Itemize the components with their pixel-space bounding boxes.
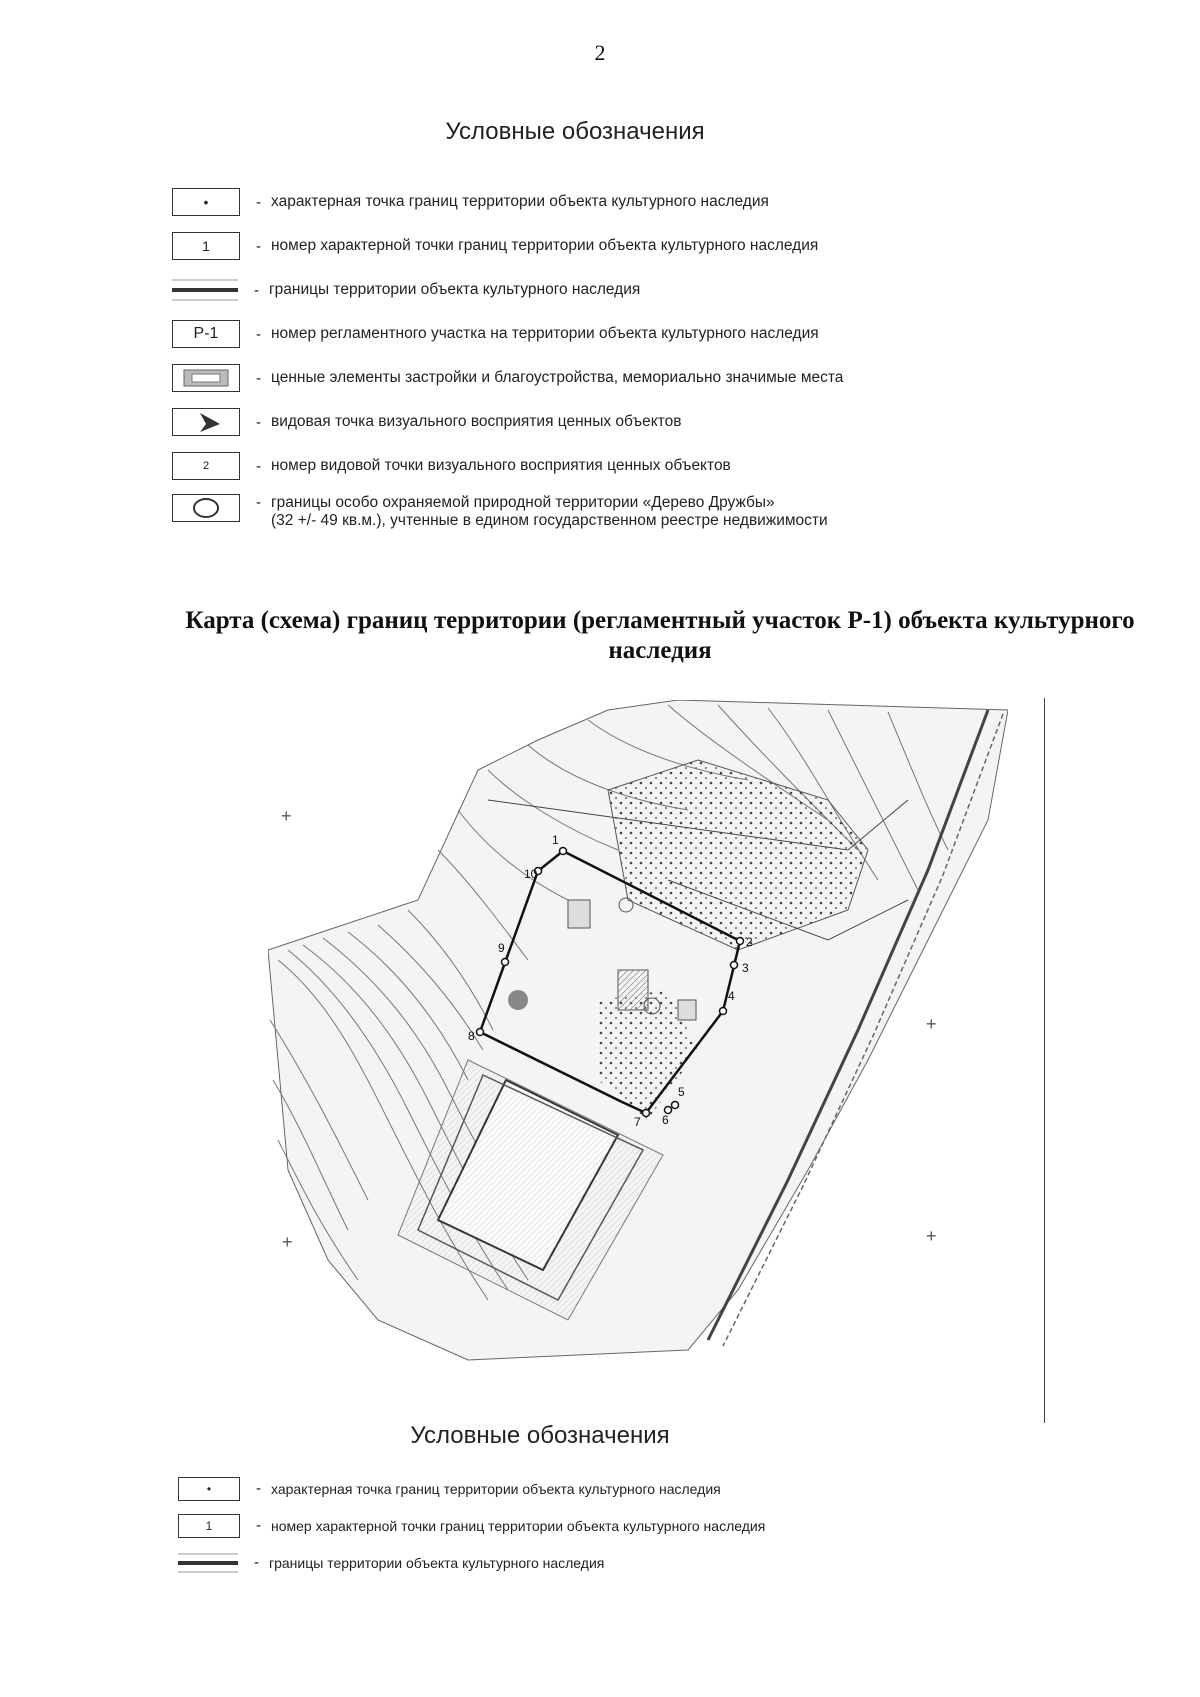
viewpoint-icon-svg — [176, 410, 236, 434]
legend-label: номер характерной точки границ территории объекта культурного наследия — [271, 237, 819, 254]
legend-item-point — [172, 180, 1132, 224]
page-number: 2 — [594, 40, 606, 65]
legend-item-boundary — [178, 1544, 1138, 1581]
legend-dash: - — [254, 1554, 259, 1571]
number-icon: 1 — [178, 1514, 240, 1538]
legend-item-point — [178, 1470, 1138, 1507]
legend-dash: - — [256, 369, 261, 387]
point-label: 7 — [634, 1115, 641, 1129]
protected-area-icon — [172, 494, 240, 522]
protected-area-icon-svg — [176, 496, 236, 520]
legend-label-secondary: (32 +/- 49 кв.м.), учтенные в едином государственном реестре недвижимости — [271, 512, 828, 529]
survey-map — [268, 700, 1008, 1420]
legend-label: ценные элементы застройки и благоустройства, мемориально значимые места — [271, 369, 844, 386]
boundary-line-icon-svg — [172, 277, 238, 303]
plot-number-icon: Р-1 — [172, 320, 240, 348]
boundary-line-icon — [178, 1552, 238, 1574]
boundary-line-icon — [172, 277, 238, 303]
legend-dash: - — [256, 193, 261, 211]
map-frame-line — [1044, 698, 1045, 1423]
legend-dash: - — [254, 281, 259, 299]
legend-dash: - — [256, 1480, 261, 1497]
legend-dash: - — [256, 237, 261, 255]
point-label: 3 — [742, 961, 749, 975]
point-label: 5 — [678, 1085, 685, 1099]
legend-dash: - — [256, 325, 261, 343]
legend-dash: - — [256, 457, 261, 475]
legend-item-viewpoint-number — [172, 444, 1132, 488]
legend-top — [172, 180, 1132, 548]
number-icon: 1 — [172, 232, 240, 260]
grid-cross-icon: + — [282, 1232, 293, 1252]
point-label: 10 — [524, 867, 538, 881]
point-icon: • — [172, 188, 240, 216]
viewpoint-number-icon: 2 — [172, 452, 240, 480]
legend-dash: - — [256, 413, 261, 431]
grid-cross-icon: + — [926, 1226, 937, 1246]
legend-bottom — [178, 1470, 1138, 1581]
point-icon: • — [178, 1477, 240, 1501]
legend-item-number — [172, 224, 1132, 268]
legend-label: номер регламентного участка на территории объекта культурного наследия — [271, 325, 819, 342]
point-label: 6 — [662, 1113, 669, 1127]
grid-cross-icon: + — [281, 806, 292, 826]
valuable-element-icon-svg — [176, 367, 236, 389]
point-label: 9 — [498, 941, 505, 955]
legend-label: границы особо охраняемой природной территории «Дерево Дружбы» — [271, 494, 775, 511]
legend-label: характерная точка границ территории объекта культурного наследия — [271, 193, 769, 210]
point-label: 4 — [728, 989, 735, 1003]
grid-cross-icon: + — [926, 1014, 937, 1034]
legend-title: Условные обозначения — [445, 118, 705, 145]
legend-label: границы территории объекта культурного наследия — [269, 1554, 605, 1571]
legend-item-viewpoint — [172, 400, 1132, 444]
legend-item-number — [178, 1507, 1138, 1544]
viewpoint-icon — [172, 408, 240, 436]
boundary-line-icon-svg — [178, 1552, 238, 1574]
legend-label: номер видовой точки визуального восприятия ценных объектов — [271, 457, 731, 474]
point-label: 8 — [468, 1029, 475, 1043]
legend-label: номер характерной точки границ территории объекта культурного наследия — [271, 1517, 766, 1534]
legend-item-boundary — [172, 268, 1132, 312]
legend-item-valuable-element — [172, 356, 1132, 400]
legend-label-group — [271, 494, 828, 530]
point-label: 2 — [746, 935, 753, 949]
legend-item-plot-number — [172, 312, 1132, 356]
valuable-element-icon — [172, 364, 240, 392]
legend-label: видовая точка визуального восприятия ценных объектов — [271, 413, 682, 430]
legend-label: характерная точка границ территории объекта культурного наследия — [271, 1480, 721, 1497]
legend-dash: - — [256, 494, 261, 511]
legend-label: границы территории объекта культурного наследия — [269, 281, 641, 298]
legend-dash: - — [256, 1517, 261, 1534]
legend-title-bottom: Условные обозначения — [410, 1422, 670, 1449]
point-label: 1 — [552, 833, 559, 847]
legend-item-protected-area — [172, 488, 1132, 548]
map-title: Карта (схема) границ территории (регламентный участок Р-1) объекта культурного наследия — [185, 607, 1135, 664]
